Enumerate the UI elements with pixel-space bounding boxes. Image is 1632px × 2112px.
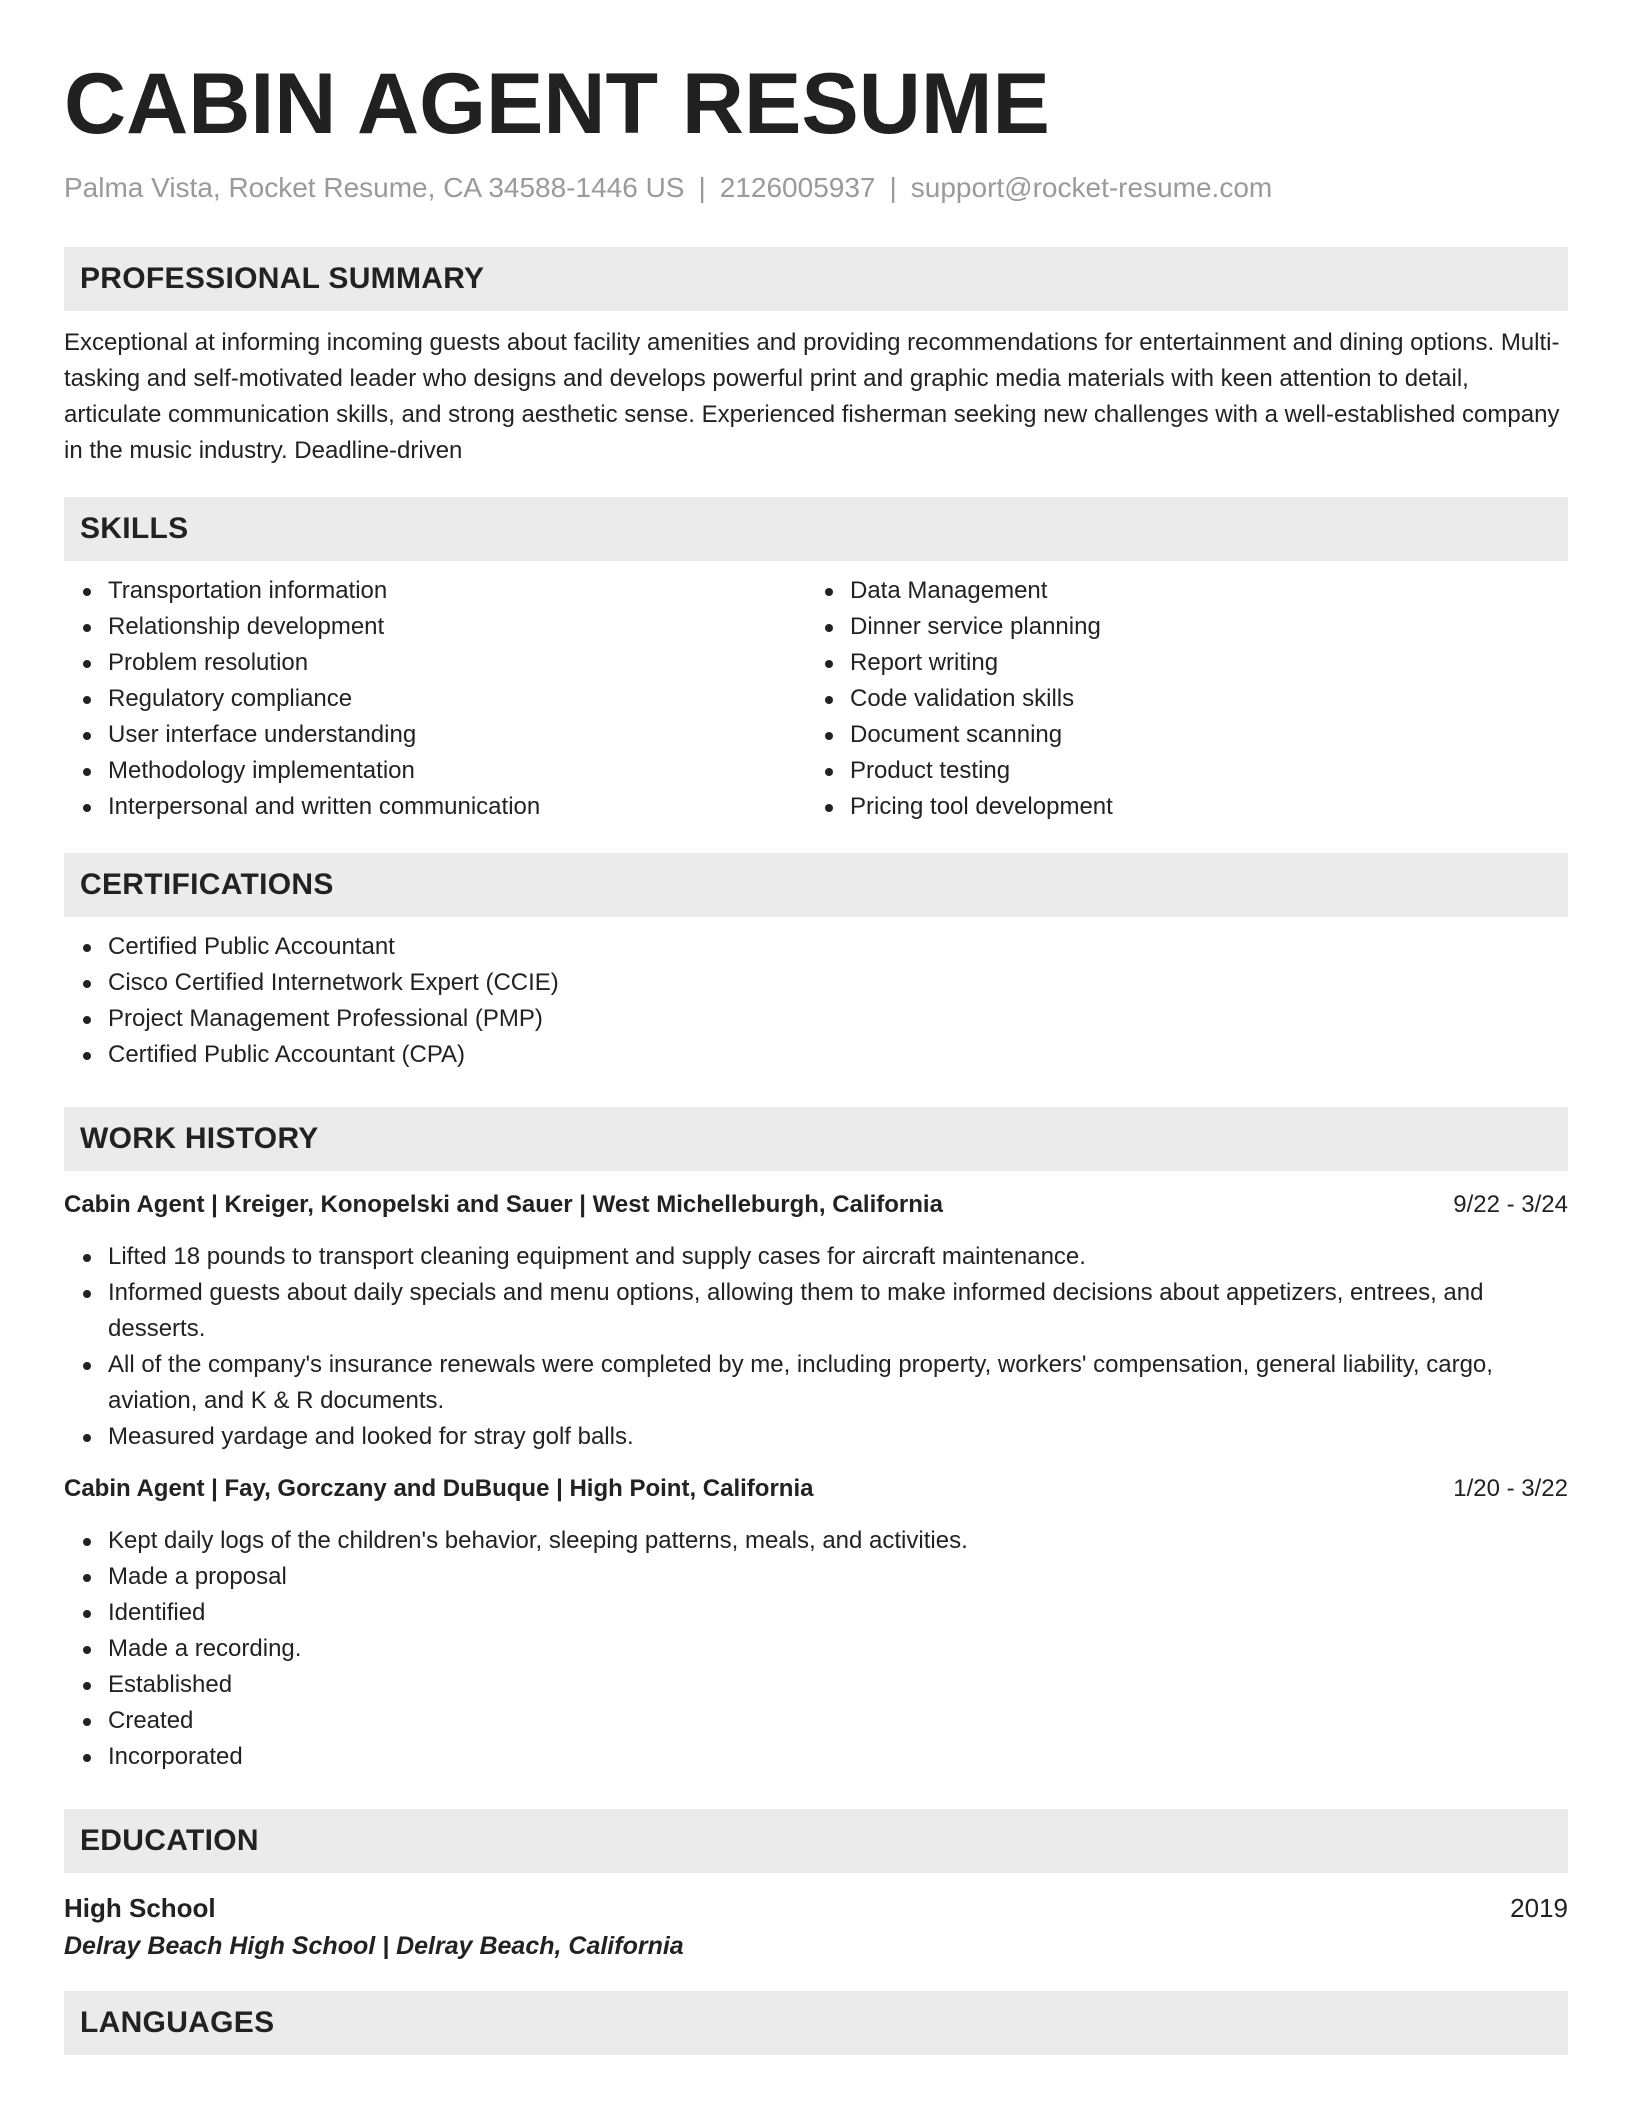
skills-column-right bbox=[806, 573, 1548, 825]
section-header-work-history: WORK HISTORY bbox=[64, 1107, 1568, 1171]
section-header-languages: LANGUAGES bbox=[64, 1991, 1568, 2055]
job-bullet: Informed guests about daily specials and menu options, allowing them to make informed decisions about appetizers, entrees, and desserts. bbox=[108, 1275, 1568, 1347]
job-title: Cabin Agent | Kreiger, Konopelski and Sauer | West Michelleburgh, California bbox=[64, 1191, 943, 1218]
job-bullet: Made a proposal bbox=[108, 1559, 1568, 1595]
contact-line bbox=[64, 168, 1568, 208]
job-bullet: Measured yardage and looked for stray golf balls. bbox=[108, 1419, 1568, 1455]
skill-item: User interface understanding bbox=[108, 717, 806, 753]
job-dates: 9/22 - 3/24 bbox=[1453, 1191, 1568, 1218]
certification-item: Certified Public Accountant bbox=[108, 929, 1568, 965]
job-header bbox=[64, 1471, 1568, 1507]
certification-item: Cisco Certified Internetwork Expert (CCIE) bbox=[108, 965, 1568, 1001]
certification-item: Project Management Professional (PMP) bbox=[108, 1001, 1568, 1037]
skill-item: Report writing bbox=[850, 645, 1548, 681]
certification-item: Certified Public Accountant (CPA) bbox=[108, 1037, 1568, 1073]
summary-text: Exceptional at informing incoming guests about facility amenities and providing recommendations for entertainment and dining options. Multi-tasking and self-motivated leader who designs and develops powerful print and graphic media materials with keen attention to detail, articulate communication skills, and strong aesthetic sense. Experienced fisherman seeking new challenges with a well-established company in the music industry. Deadline-driven bbox=[64, 329, 1560, 464]
job-bullet: Established bbox=[108, 1667, 1568, 1703]
job-entry bbox=[64, 1471, 1568, 1775]
contact-email[interactable]: support@rocket-resume.com bbox=[910, 172, 1273, 203]
skill-item: Pricing tool development bbox=[850, 789, 1548, 825]
contact-phone: 2126005937 bbox=[719, 172, 876, 203]
skill-item: Methodology implementation bbox=[108, 753, 806, 789]
skill-item: Transportation information bbox=[108, 573, 806, 609]
section-header-education: EDUCATION bbox=[64, 1809, 1568, 1873]
job-bullet: Made a recording. bbox=[108, 1631, 1568, 1667]
education-year: 2019 bbox=[1510, 1893, 1568, 1923]
contact-separator: | bbox=[698, 172, 706, 203]
skill-item: Dinner service planning bbox=[850, 609, 1548, 645]
resume-title: CABIN AGENT RESUME bbox=[64, 56, 1050, 152]
skill-item: Regulatory compliance bbox=[108, 681, 806, 717]
job-bullet: All of the company's insurance renewals were completed by me, including property, workers' compensation, general liability, cargo, aviation, and K & R documents. bbox=[108, 1347, 1568, 1419]
education-degree: High School bbox=[64, 1893, 216, 1923]
job-bullet: Incorporated bbox=[108, 1739, 1568, 1775]
section-header-certifications: CERTIFICATIONS bbox=[64, 853, 1568, 917]
education-school: Delray Beach High School | Delray Beach, California bbox=[64, 1932, 684, 1960]
job-bullet: Kept daily logs of the children's behavior, sleeping patterns, meals, and activities. bbox=[108, 1523, 1568, 1559]
skills-grid bbox=[64, 573, 1568, 825]
skill-item: Interpersonal and written communication bbox=[108, 789, 806, 825]
skill-item: Document scanning bbox=[850, 717, 1548, 753]
certifications-list bbox=[64, 929, 1568, 1073]
job-bullet: Lifted 18 pounds to transport cleaning equipment and supply cases for aircraft maintenance. bbox=[108, 1239, 1568, 1275]
job-header bbox=[64, 1187, 1568, 1223]
section-header-summary: PROFESSIONAL SUMMARY bbox=[64, 247, 1568, 311]
skills-column-left bbox=[64, 573, 806, 825]
section-header-skills: SKILLS bbox=[64, 497, 1568, 561]
skill-item: Product testing bbox=[850, 753, 1548, 789]
skill-item: Code validation skills bbox=[850, 681, 1548, 717]
skill-item: Relationship development bbox=[108, 609, 806, 645]
job-title: Cabin Agent | Fay, Gorczany and DuBuque | High Point, California bbox=[64, 1475, 814, 1502]
education-header bbox=[64, 1889, 1568, 1927]
job-bullets bbox=[64, 1239, 1568, 1455]
job-bullet: Created bbox=[108, 1703, 1568, 1739]
contact-address: Palma Vista, Rocket Resume, CA 34588-1446 US bbox=[64, 172, 685, 203]
job-dates: 1/20 - 3/22 bbox=[1453, 1475, 1568, 1502]
skill-item: Data Management bbox=[850, 573, 1548, 609]
job-bullets bbox=[64, 1523, 1568, 1775]
contact-separator: | bbox=[889, 172, 897, 203]
job-entry bbox=[64, 1187, 1568, 1455]
job-bullet: Identified bbox=[108, 1595, 1568, 1631]
skill-item: Problem resolution bbox=[108, 645, 806, 681]
